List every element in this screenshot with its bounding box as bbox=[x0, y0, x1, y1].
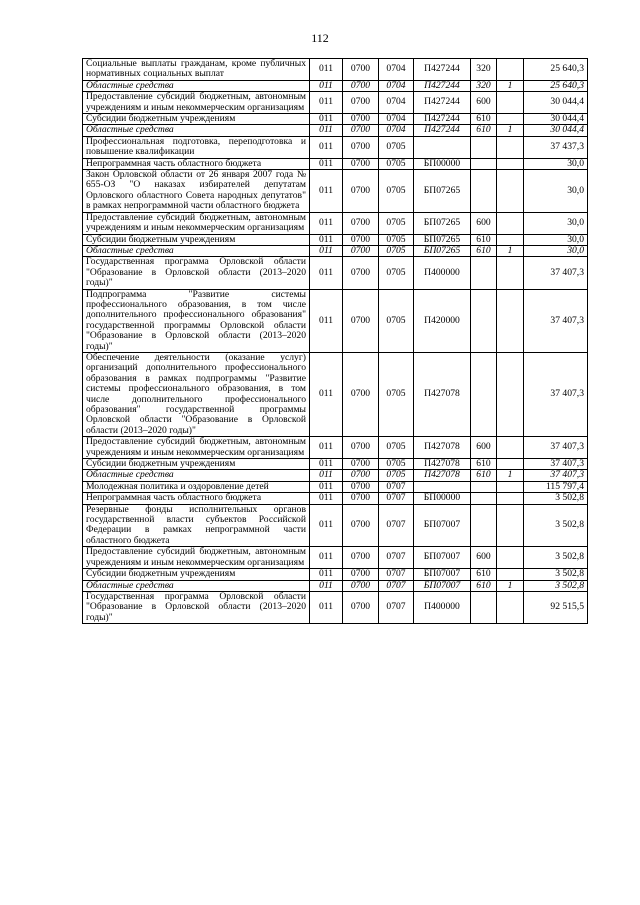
cell-amount: 30,0 bbox=[524, 170, 588, 213]
cell-article: БП07007 bbox=[414, 569, 471, 580]
cell-source-code: 1 bbox=[497, 470, 524, 481]
cell-admin-code: 011 bbox=[310, 125, 343, 136]
cell-article: БП00000 bbox=[414, 493, 471, 504]
table-row bbox=[83, 234, 588, 245]
cell-section: 0700 bbox=[343, 80, 379, 91]
cell-section: 0700 bbox=[343, 158, 379, 169]
cell-expense-type: 600 bbox=[471, 92, 497, 114]
table-row bbox=[83, 59, 588, 81]
cell-admin-code: 011 bbox=[310, 493, 343, 504]
cell-subsection: 0707 bbox=[379, 569, 414, 580]
cell-admin-code: 011 bbox=[310, 245, 343, 256]
cell-source-code: 1 bbox=[497, 125, 524, 136]
cell-expense-type: 320 bbox=[471, 59, 497, 81]
cell-source-code bbox=[497, 481, 524, 492]
cell-admin-code: 011 bbox=[310, 114, 343, 125]
cell-section: 0700 bbox=[343, 481, 379, 492]
cell-admin-code: 011 bbox=[310, 481, 343, 492]
cell-subsection: 0707 bbox=[379, 481, 414, 492]
cell-subsection: 0704 bbox=[379, 80, 414, 91]
cell-name: Государственная программа Орловской области "Образование в Орловской области (2013–2020 годы)" bbox=[83, 257, 310, 289]
cell-expense-type bbox=[471, 158, 497, 169]
cell-section: 0700 bbox=[343, 547, 379, 569]
cell-article: П427244 bbox=[414, 59, 471, 81]
cell-name: Подпрограмма "Развитие системы профессионального образования, в том числе дополнительного профессионального образования" государственной программы Орловской области "Образование в Орловской области (2013–2020 годы)" bbox=[83, 289, 310, 352]
cell-admin-code: 011 bbox=[310, 80, 343, 91]
table-row bbox=[83, 158, 588, 169]
cell-name: Государственная программа Орловской области "Образование в Орловской области (2013–2020 годы)" bbox=[83, 591, 310, 623]
cell-admin-code: 011 bbox=[310, 470, 343, 481]
cell-admin-code: 011 bbox=[310, 289, 343, 352]
cell-subsection: 0705 bbox=[379, 257, 414, 289]
cell-subsection: 0705 bbox=[379, 245, 414, 256]
cell-amount: 3 502,8 bbox=[524, 580, 588, 591]
cell-source-code bbox=[497, 504, 524, 547]
cell-expense-type: 600 bbox=[471, 437, 497, 459]
cell-name: Предоставление субсидий бюджетным, автономным учреждениям и иным некоммерческим организациям bbox=[83, 212, 310, 234]
cell-subsection: 0704 bbox=[379, 125, 414, 136]
cell-subsection: 0705 bbox=[379, 352, 414, 436]
table-row bbox=[83, 547, 588, 569]
cell-source-code bbox=[497, 591, 524, 623]
cell-expense-type bbox=[471, 352, 497, 436]
cell-expense-type: 610 bbox=[471, 470, 497, 481]
cell-admin-code: 011 bbox=[310, 591, 343, 623]
cell-amount: 92 515,5 bbox=[524, 591, 588, 623]
cell-article: П427078 bbox=[414, 459, 471, 470]
cell-section: 0700 bbox=[343, 352, 379, 436]
cell-section: 0700 bbox=[343, 591, 379, 623]
budget-table bbox=[82, 58, 588, 624]
cell-article: П420000 bbox=[414, 289, 471, 352]
table-row bbox=[83, 459, 588, 470]
cell-section: 0700 bbox=[343, 234, 379, 245]
cell-section: 0700 bbox=[343, 114, 379, 125]
table-row bbox=[83, 580, 588, 591]
table-row bbox=[83, 437, 588, 459]
cell-source-code bbox=[497, 459, 524, 470]
cell-source-code bbox=[497, 92, 524, 114]
cell-expense-type: 600 bbox=[471, 212, 497, 234]
cell-admin-code: 011 bbox=[310, 352, 343, 436]
cell-source-code bbox=[497, 437, 524, 459]
cell-expense-type: 600 bbox=[471, 547, 497, 569]
cell-article: П427078 bbox=[414, 352, 471, 436]
cell-admin-code: 011 bbox=[310, 504, 343, 547]
cell-name: Областные средства bbox=[83, 125, 310, 136]
cell-amount: 3 502,8 bbox=[524, 504, 588, 547]
cell-name: Областные средства bbox=[83, 580, 310, 591]
table-row bbox=[83, 504, 588, 547]
cell-section: 0700 bbox=[343, 245, 379, 256]
cell-admin-code: 011 bbox=[310, 257, 343, 289]
table-row bbox=[83, 80, 588, 91]
cell-section: 0700 bbox=[343, 170, 379, 213]
cell-amount: 30 044,4 bbox=[524, 125, 588, 136]
table-row bbox=[83, 493, 588, 504]
table-row bbox=[83, 481, 588, 492]
cell-amount: 3 502,8 bbox=[524, 569, 588, 580]
cell-name: Областные средства bbox=[83, 80, 310, 91]
cell-admin-code: 011 bbox=[310, 547, 343, 569]
cell-article: БП07265 bbox=[414, 212, 471, 234]
cell-article bbox=[414, 136, 471, 158]
cell-subsection: 0707 bbox=[379, 493, 414, 504]
cell-subsection: 0705 bbox=[379, 289, 414, 352]
cell-subsection: 0704 bbox=[379, 114, 414, 125]
cell-name: Резервные фонды исполнительных органов государственной власти субъектов Российской Федерации в рамках непрограммной части областного бюджета bbox=[83, 504, 310, 547]
cell-article: БП07007 bbox=[414, 504, 471, 547]
cell-name: Непрограммная часть областного бюджета bbox=[83, 158, 310, 169]
table-row bbox=[83, 289, 588, 352]
table-row bbox=[83, 125, 588, 136]
cell-expense-type: 320 bbox=[471, 80, 497, 91]
cell-name: Закон Орловской области от 26 января 2007 года № 655-ОЗ "О наказах избирателей депутатам Орловского областного Совета народных депутатов" в рамках непрограммной части областного бюджета bbox=[83, 170, 310, 213]
cell-amount: 3 502,8 bbox=[524, 493, 588, 504]
cell-name: Социальные выплаты гражданам, кроме публичных нормативных социальных выплат bbox=[83, 59, 310, 81]
cell-expense-type bbox=[471, 257, 497, 289]
cell-expense-type: 610 bbox=[471, 114, 497, 125]
cell-admin-code: 011 bbox=[310, 569, 343, 580]
cell-admin-code: 011 bbox=[310, 59, 343, 81]
cell-subsection: 0707 bbox=[379, 547, 414, 569]
cell-subsection: 0705 bbox=[379, 459, 414, 470]
cell-article: П427244 bbox=[414, 125, 471, 136]
cell-admin-code: 011 bbox=[310, 459, 343, 470]
cell-expense-type: 610 bbox=[471, 125, 497, 136]
cell-expense-type: 610 bbox=[471, 569, 497, 580]
cell-section: 0700 bbox=[343, 437, 379, 459]
cell-section: 0700 bbox=[343, 459, 379, 470]
cell-subsection: 0707 bbox=[379, 591, 414, 623]
cell-section: 0700 bbox=[343, 59, 379, 81]
cell-section: 0700 bbox=[343, 136, 379, 158]
cell-section: 0700 bbox=[343, 470, 379, 481]
cell-source-code: 1 bbox=[497, 245, 524, 256]
cell-name: Предоставление субсидий бюджетным, автономным учреждениям и иным некоммерческим организациям bbox=[83, 92, 310, 114]
cell-name: Молодежная политика и оздоровление детей bbox=[83, 481, 310, 492]
cell-section: 0700 bbox=[343, 212, 379, 234]
cell-amount: 37 407,3 bbox=[524, 437, 588, 459]
cell-article: П427244 bbox=[414, 92, 471, 114]
cell-admin-code: 011 bbox=[310, 580, 343, 591]
table-row bbox=[83, 212, 588, 234]
cell-section: 0700 bbox=[343, 569, 379, 580]
cell-amount: 30,0 bbox=[524, 234, 588, 245]
cell-expense-type bbox=[471, 504, 497, 547]
cell-amount: 25 640,3 bbox=[524, 59, 588, 81]
cell-section: 0700 bbox=[343, 504, 379, 547]
cell-expense-type: 610 bbox=[471, 459, 497, 470]
cell-name: Непрограммная часть областного бюджета bbox=[83, 493, 310, 504]
cell-amount: 30 044,4 bbox=[524, 92, 588, 114]
cell-expense-type bbox=[471, 170, 497, 213]
cell-amount: 30,0 bbox=[524, 158, 588, 169]
cell-article: П427078 bbox=[414, 470, 471, 481]
table-row bbox=[83, 257, 588, 289]
cell-section: 0700 bbox=[343, 125, 379, 136]
cell-article: П400000 bbox=[414, 591, 471, 623]
cell-amount: 30,0 bbox=[524, 245, 588, 256]
cell-article: БП00000 bbox=[414, 158, 471, 169]
cell-name: Областные средства bbox=[83, 470, 310, 481]
page-number: 112 bbox=[311, 31, 329, 45]
cell-article: БП07007 bbox=[414, 580, 471, 591]
cell-source-code: 1 bbox=[497, 580, 524, 591]
cell-subsection: 0705 bbox=[379, 136, 414, 158]
cell-article: БП07265 bbox=[414, 245, 471, 256]
table-row bbox=[83, 245, 588, 256]
cell-subsection: 0705 bbox=[379, 470, 414, 481]
table-row bbox=[83, 352, 588, 436]
cell-source-code bbox=[497, 289, 524, 352]
cell-expense-type: 610 bbox=[471, 234, 497, 245]
cell-article: П427244 bbox=[414, 80, 471, 91]
cell-subsection: 0707 bbox=[379, 580, 414, 591]
cell-section: 0700 bbox=[343, 289, 379, 352]
cell-source-code bbox=[497, 493, 524, 504]
cell-subsection: 0704 bbox=[379, 92, 414, 114]
table-row bbox=[83, 114, 588, 125]
cell-name: Субсидии бюджетным учреждениям bbox=[83, 569, 310, 580]
cell-amount: 30,0 bbox=[524, 212, 588, 234]
cell-amount: 37 407,3 bbox=[524, 470, 588, 481]
cell-subsection: 0705 bbox=[379, 158, 414, 169]
cell-subsection: 0707 bbox=[379, 504, 414, 547]
cell-article: БП07265 bbox=[414, 170, 471, 213]
cell-subsection: 0705 bbox=[379, 234, 414, 245]
cell-name: Предоставление субсидий бюджетным, автономным учреждениям и иным некоммерческим организациям bbox=[83, 547, 310, 569]
cell-expense-type bbox=[471, 493, 497, 504]
cell-source-code bbox=[497, 158, 524, 169]
cell-section: 0700 bbox=[343, 92, 379, 114]
cell-source-code bbox=[497, 352, 524, 436]
table-row bbox=[83, 470, 588, 481]
cell-name: Субсидии бюджетным учреждениям bbox=[83, 234, 310, 245]
cell-amount: 37 407,3 bbox=[524, 289, 588, 352]
cell-expense-type bbox=[471, 481, 497, 492]
cell-amount: 3 502,8 bbox=[524, 547, 588, 569]
cell-name: Профессиональная подготовка, переподготовка и повышение квалификации bbox=[83, 136, 310, 158]
cell-amount: 115 797,4 bbox=[524, 481, 588, 492]
cell-name: Предоставление субсидий бюджетным, автономным учреждениям и иным некоммерческим организациям bbox=[83, 437, 310, 459]
cell-admin-code: 011 bbox=[310, 92, 343, 114]
cell-source-code bbox=[497, 212, 524, 234]
cell-subsection: 0705 bbox=[379, 437, 414, 459]
cell-admin-code: 011 bbox=[310, 170, 343, 213]
cell-section: 0700 bbox=[343, 257, 379, 289]
cell-expense-type: 610 bbox=[471, 245, 497, 256]
cell-amount: 37 407,3 bbox=[524, 352, 588, 436]
cell-section: 0700 bbox=[343, 580, 379, 591]
cell-admin-code: 011 bbox=[310, 212, 343, 234]
cell-source-code: 1 bbox=[497, 80, 524, 91]
cell-source-code bbox=[497, 257, 524, 289]
cell-admin-code: 011 bbox=[310, 136, 343, 158]
cell-amount: 37 437,3 bbox=[524, 136, 588, 158]
cell-subsection: 0705 bbox=[379, 212, 414, 234]
cell-article: П400000 bbox=[414, 257, 471, 289]
cell-expense-type bbox=[471, 289, 497, 352]
cell-amount: 37 407,3 bbox=[524, 459, 588, 470]
cell-name: Областные средства bbox=[83, 245, 310, 256]
table-row bbox=[83, 92, 588, 114]
cell-subsection: 0705 bbox=[379, 170, 414, 213]
cell-source-code bbox=[497, 547, 524, 569]
cell-expense-type bbox=[471, 136, 497, 158]
cell-article: П427244 bbox=[414, 114, 471, 125]
cell-admin-code: 011 bbox=[310, 158, 343, 169]
cell-expense-type: 610 bbox=[471, 580, 497, 591]
cell-name: Субсидии бюджетным учреждениям bbox=[83, 459, 310, 470]
cell-article: БП07007 bbox=[414, 547, 471, 569]
table-body bbox=[83, 59, 588, 624]
cell-amount: 25 640,3 bbox=[524, 80, 588, 91]
cell-source-code bbox=[497, 170, 524, 213]
cell-section: 0700 bbox=[343, 493, 379, 504]
cell-article: БП07265 bbox=[414, 234, 471, 245]
cell-name: Субсидии бюджетным учреждениям bbox=[83, 114, 310, 125]
table-row bbox=[83, 136, 588, 158]
cell-article: П427078 bbox=[414, 437, 471, 459]
table-row bbox=[83, 569, 588, 580]
cell-source-code bbox=[497, 114, 524, 125]
cell-admin-code: 011 bbox=[310, 234, 343, 245]
table-row bbox=[83, 591, 588, 623]
cell-subsection: 0704 bbox=[379, 59, 414, 81]
cell-expense-type bbox=[471, 591, 497, 623]
cell-amount: 30 044,4 bbox=[524, 114, 588, 125]
cell-article bbox=[414, 481, 471, 492]
table-row bbox=[83, 170, 588, 213]
cell-source-code bbox=[497, 59, 524, 81]
cell-amount: 37 407,3 bbox=[524, 257, 588, 289]
cell-name: Обеспечение деятельности (оказание услуг) организаций дополнительного профессионального образования в рамках подпрограммы "Развитие системы профессионального образования, в том числе дополнительного профессионального образования" государственной программы Орловской области "Образование в Орловской области (2013–2020 годы)" bbox=[83, 352, 310, 436]
cell-source-code bbox=[497, 234, 524, 245]
cell-source-code bbox=[497, 569, 524, 580]
cell-admin-code: 011 bbox=[310, 437, 343, 459]
cell-source-code bbox=[497, 136, 524, 158]
